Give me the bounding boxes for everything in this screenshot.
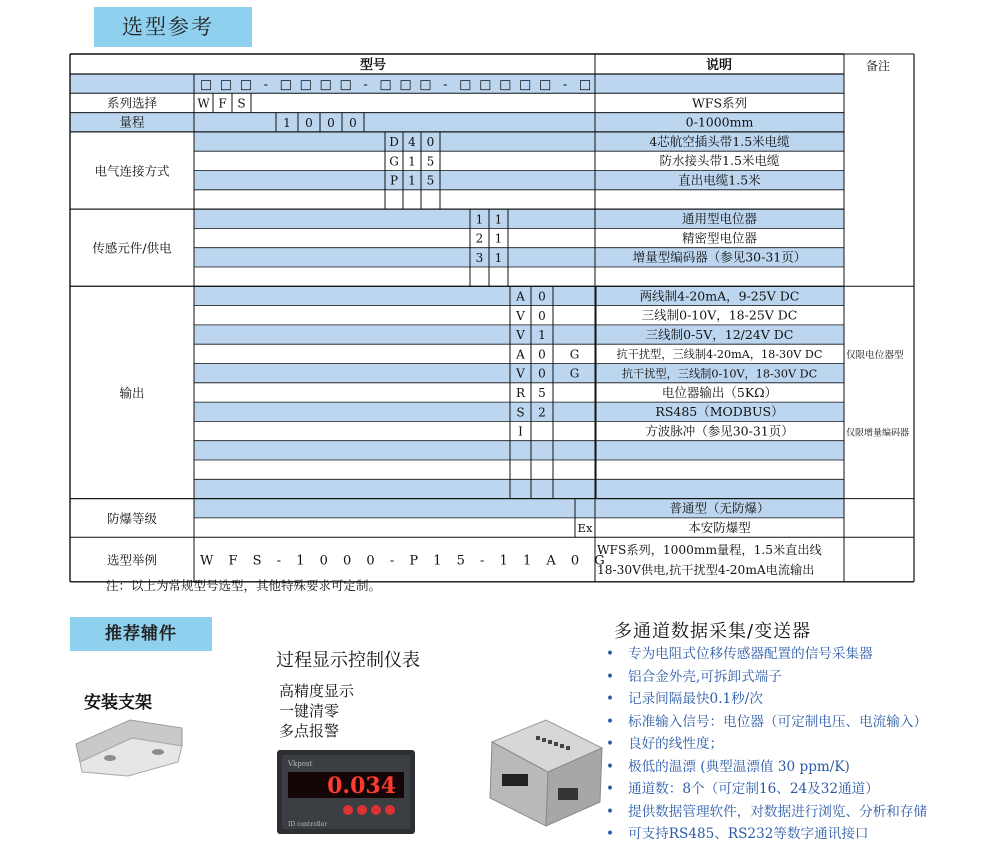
code-cell: 2	[475, 231, 484, 246]
code-cell: A	[516, 289, 525, 304]
meter-feature: 一键清零	[279, 702, 340, 720]
code-cell: 2	[538, 405, 546, 420]
option-description: RS485（MODBUS）	[655, 404, 784, 420]
code-template-box: -	[263, 77, 269, 93]
list-item: • 专为电阻式位移传感器配置的信号采集器	[606, 643, 927, 666]
table-header-row	[70, 54, 914, 74]
code-cell: S	[237, 96, 246, 111]
list-item: • 良好的线性度；	[606, 733, 927, 756]
option-description: 三线制0-10V，18-25V DC	[641, 307, 798, 323]
code-cell: W	[197, 96, 210, 111]
meter-image	[276, 744, 416, 836]
list-item: • 通道数：8个（可定制16、24及32通道）	[606, 778, 927, 801]
list-item: • 可支持RS485、RS232等数字通讯接口	[606, 823, 927, 846]
row-label-range: 量程	[119, 114, 145, 130]
code-cell: 0	[305, 115, 313, 130]
code-cell: 1	[494, 212, 503, 227]
list-item: • 提供数据管理软件，对数据进行浏览、分析和存储	[606, 801, 927, 824]
bracket-title: 安装支架	[84, 693, 152, 713]
row-label-section: 输出	[119, 385, 145, 401]
code-cell: G	[569, 347, 580, 362]
code-cell: D	[389, 135, 399, 150]
code-cell: 1	[494, 250, 503, 265]
code-cell: 4	[408, 135, 416, 150]
remark-encoder-only: 仅限增量编码器	[846, 428, 910, 439]
meter-feature: 多点报警	[279, 722, 340, 740]
code-cell: A	[516, 347, 525, 362]
option-description: 三线制0-5V，12/24V DC	[645, 326, 794, 342]
code-cell: G	[569, 366, 580, 381]
row-label-example: 选型举例	[106, 552, 158, 568]
row-label-section: 电气连接方式	[94, 163, 170, 179]
code-cell: 5	[426, 173, 435, 188]
section-title-selection: 选型参考	[94, 7, 252, 47]
code-template-box: □	[459, 77, 472, 93]
header-model: 型号	[359, 58, 387, 73]
option-description: 方波脉冲（参见30-31页）	[645, 423, 794, 439]
code-cell: 0	[538, 289, 546, 304]
list-item: • 记录间隔最快0.1秒/次	[606, 688, 927, 711]
option-description: 普通型（无防爆）	[669, 500, 770, 516]
code-cell: R	[515, 385, 526, 400]
code-cell: V	[516, 308, 525, 323]
code-cell: P	[389, 173, 399, 188]
code-template-box: □	[578, 77, 592, 93]
desc-series: WFS系列	[691, 95, 748, 111]
header-description: 说明	[705, 58, 733, 73]
row-label-section: 防爆等级	[106, 510, 158, 526]
code-template-box: □	[419, 77, 432, 93]
code-cell: 1	[408, 173, 416, 188]
meter-brand: Vkpost	[288, 760, 313, 768]
code-template-box: □	[219, 77, 233, 93]
code-cell: G	[389, 154, 399, 169]
code-cell: 0	[349, 115, 357, 130]
option-description: 4芯航空插头带1.5米电缆	[649, 133, 790, 149]
list-item: • 极低的温漂 (典型温漂值 30 ppm/K)	[606, 756, 927, 779]
daq-title: 多通道数据采集/变送器	[614, 621, 812, 642]
row-label-series: 系列选择	[106, 95, 158, 111]
bracket-image	[70, 712, 188, 780]
code-template-box: □	[479, 77, 492, 93]
code-template-box: □	[339, 77, 352, 93]
code-cell: 1	[475, 212, 484, 227]
bullet-icon: •	[606, 758, 615, 775]
code-template-box: □	[239, 77, 253, 93]
example-desc-line: WFS系列，1000mm量程，1.5米直出线	[597, 543, 822, 558]
bullet-icon: •	[606, 646, 615, 662]
code-cell: Ex	[577, 520, 593, 535]
code-template-box: □	[538, 77, 552, 93]
bullet-icon: •	[606, 781, 615, 797]
meter-title: 过程显示控制仪表	[276, 650, 420, 671]
code-cell: 1	[283, 115, 291, 130]
option-description: 直出电缆1.5米	[678, 172, 761, 188]
code-cell: 0	[327, 115, 335, 130]
list-item: • 标准输入信号：电位器（可定制电压、电流输入）	[606, 711, 927, 734]
list-item: • 铝合金外壳,可拆卸式端子	[606, 666, 927, 689]
code-template-box: □	[499, 77, 512, 93]
option-description: 通用型电位器	[681, 211, 758, 227]
code-template-box: -	[363, 77, 368, 93]
note: 注：以上为常规型号选型，其他特殊要求可定制。	[106, 578, 382, 593]
bullet-icon: •	[606, 691, 615, 707]
option-description: 本安防爆型	[688, 519, 751, 535]
option-description: 抗干扰型，三线制0-10V，18-30V DC	[621, 367, 818, 381]
code-cell: V	[516, 328, 525, 343]
code-cell: 5	[426, 154, 435, 169]
example-desc-line: 18-30V供电,抗干扰型4-20mA电流输出	[597, 563, 815, 578]
daq-image	[484, 714, 606, 834]
code-template-box: -	[443, 77, 448, 93]
option-description: 精密型电位器	[681, 230, 758, 246]
code-cell: 0	[426, 135, 435, 150]
option-description: 电位器输出（5KΩ）	[661, 384, 778, 400]
code-template-box: □	[379, 77, 392, 93]
bullet-icon: •	[606, 713, 615, 730]
table-row-bg	[70, 74, 194, 93]
code-cell: 1	[408, 154, 416, 169]
table-row-bg	[194, 479, 844, 498]
header-remarks: 备注	[865, 59, 891, 73]
example-code: W F S - 1 0 0 0 - P 1 5 - 1 1 A 0 G	[200, 553, 611, 569]
code-cell: 1	[538, 328, 546, 343]
code-template-box: -	[562, 77, 568, 93]
code-cell: 3	[475, 250, 484, 265]
code-template-box: □	[279, 77, 292, 93]
section-title-accessories: 推荐辅件	[70, 617, 212, 651]
table-row-bg	[194, 441, 844, 460]
code-template-box: □	[399, 77, 412, 93]
code-cell: 0	[538, 308, 546, 323]
bullet-icon: •	[606, 668, 615, 685]
option-description: 防水接头带1.5米电缆	[659, 153, 780, 169]
code-cell: 1	[494, 231, 503, 246]
code-template-box: □	[299, 77, 312, 93]
code-cell: S	[516, 405, 525, 420]
bullet-icon: •	[606, 803, 615, 820]
option-description: 两线制4-20mA，9-25V DC	[639, 288, 800, 304]
desc-range: 0-1000mm	[685, 114, 754, 130]
option-description: 抗干扰型，三线制4-20mA，18-30V DC	[616, 348, 823, 362]
bullet-icon: •	[606, 736, 615, 752]
code-cell: F	[218, 96, 227, 111]
bullet-icon: •	[606, 826, 615, 842]
meter-display: 0.034	[327, 773, 396, 799]
row-label-section: 传感元件/供电	[92, 240, 172, 256]
code-template-box: □	[319, 77, 332, 93]
meter-label: ID controller	[288, 821, 328, 828]
option-description: 增量型编码器（参见30-31页）	[632, 249, 807, 265]
code-cell: V	[516, 366, 525, 381]
code-cell: 0	[538, 347, 546, 362]
daq-feature-list	[606, 643, 927, 846]
code-template-box: □	[199, 77, 213, 93]
code-cell: I	[518, 424, 523, 439]
remark-potentiometer-only: 仅限电位器型	[846, 350, 904, 362]
meter-feature: 高精度显示	[279, 682, 355, 700]
code-template-box: □	[519, 77, 532, 93]
code-cell: 5	[538, 385, 546, 400]
code-cell: 0	[538, 366, 546, 381]
